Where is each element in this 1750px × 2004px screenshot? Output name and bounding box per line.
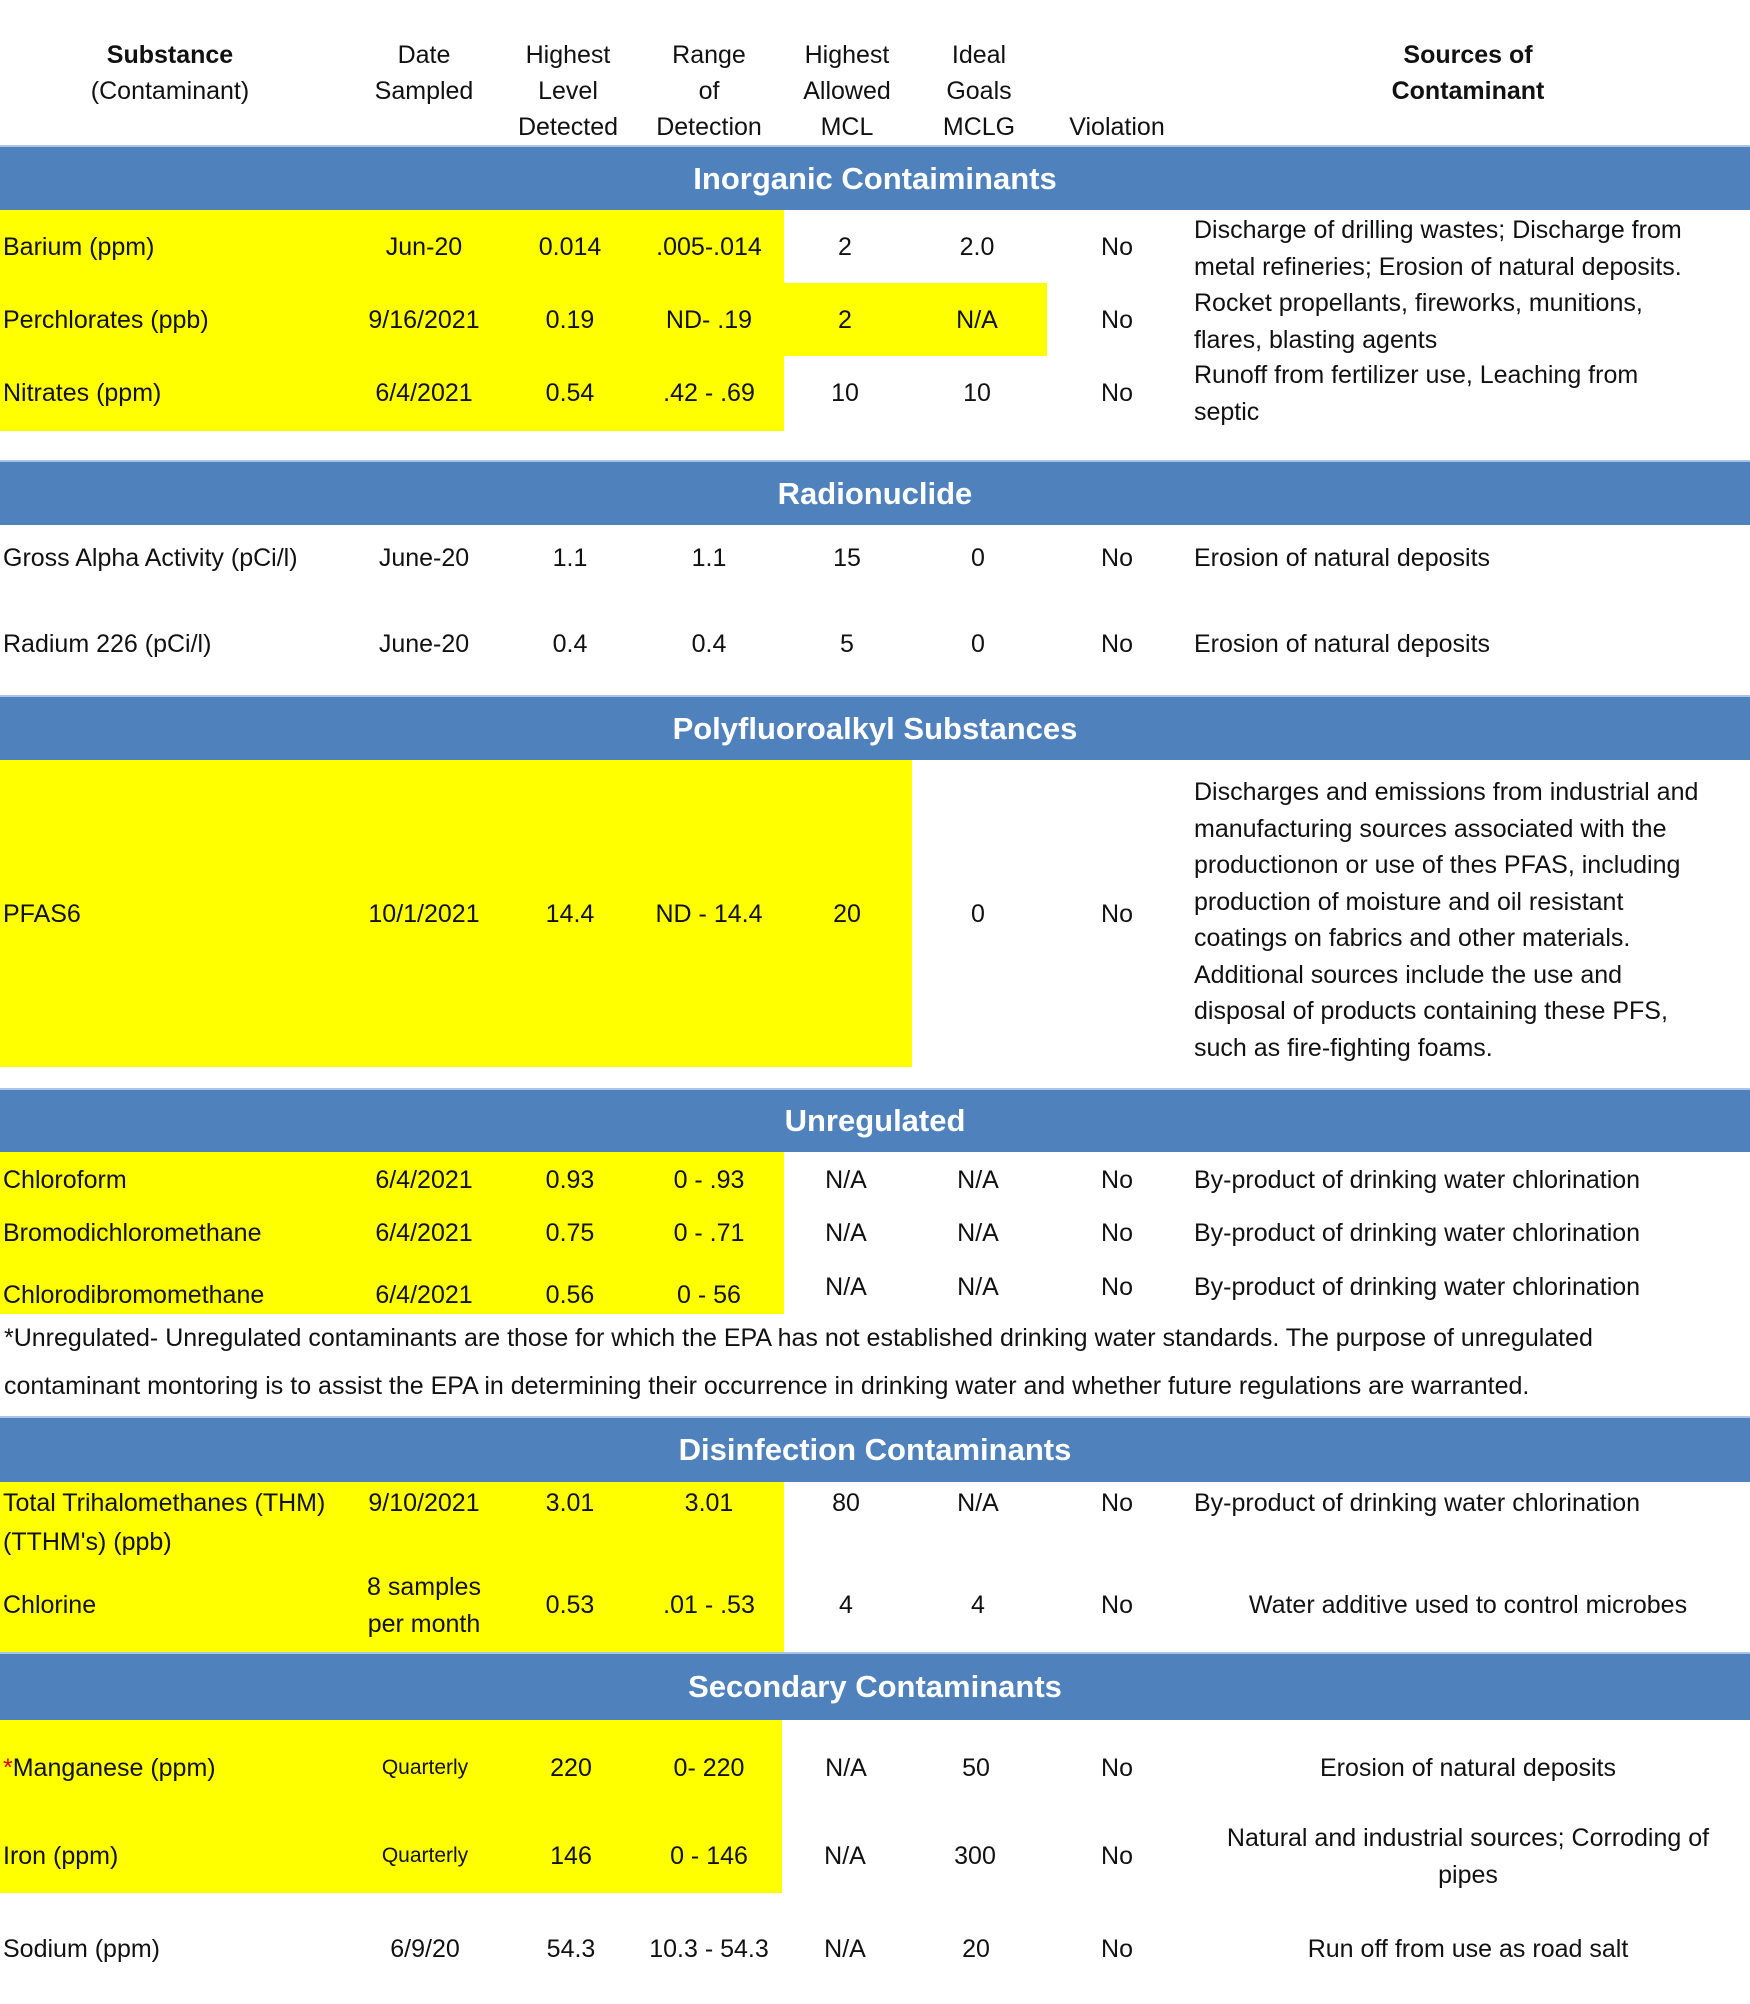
sources-line: productionon or use of thes PFAS, including [1194, 851, 1681, 879]
footnote-line: *Unregulated- Unregulated contaminants are those for which the EPA has not established drinking water standards. The purpose of unregulated [4, 1324, 1593, 1352]
cell-violation: No [1101, 1273, 1133, 1301]
cell-highest: 0.4 [552, 630, 588, 658]
sources-line: Additional sources include the use and [1194, 960, 1623, 989]
cell-sources: Erosion of natural deposits [1194, 630, 1491, 658]
cell-violation: No [1101, 900, 1133, 928]
header-mcl [803, 37, 891, 145]
cell-mcl: 80 [832, 1489, 860, 1517]
cell-highest: 0.93 [545, 1166, 595, 1194]
cell-violation: No [1101, 306, 1133, 334]
section-inorganic-header [0, 145, 1750, 210]
sources-line: such as fire-fighting foams. [1194, 1033, 1493, 1062]
cell-sources: By-product of drinking water chlorination [1194, 1166, 1641, 1194]
cell-mcl: 15 [833, 544, 861, 572]
sources-line: Rocket propellants, fireworks, munitions, [1194, 289, 1643, 317]
section-unregulated-header [0, 1088, 1750, 1152]
cell-violation: No [1101, 1591, 1133, 1619]
header-range [656, 37, 762, 145]
cell-violation: No [1101, 379, 1133, 407]
header-range-line3: Detection [656, 113, 762, 141]
sources-line: metal refineries; Erosion of natural deposits. [1194, 252, 1682, 281]
cell-date: 6/4/2021 [375, 379, 473, 407]
cell-range: .42 - .69 [663, 379, 755, 407]
cell-sources: Erosion of natural deposits [1319, 1754, 1617, 1782]
cell-sources [1194, 357, 1638, 430]
cell-violation: No [1101, 544, 1133, 572]
cell-sources [1227, 1820, 1709, 1893]
cell-range: 0 - 146 [670, 1842, 748, 1870]
section-secondary-title: Secondary Contaminants [688, 1669, 1062, 1704]
header-range-line1: Range [672, 41, 746, 69]
cell-mclg: 4 [971, 1591, 985, 1619]
substance-label: Manganese (ppm) [12, 1754, 216, 1782]
cell-mclg: N/A [957, 1489, 999, 1517]
cell-highest: 0.75 [545, 1219, 595, 1247]
cell-date: June-20 [378, 544, 470, 572]
asterisk-marker: * [3, 1754, 13, 1782]
cell-range: 0 - .93 [673, 1166, 745, 1194]
section-secondary-header [0, 1652, 1750, 1720]
cell-substance: Radium 226 (pCi/l) [3, 630, 212, 658]
cell-highest: 0.53 [545, 1591, 595, 1619]
cell-mclg: N/A [957, 1166, 999, 1194]
cell-date: Quarterly [381, 1756, 469, 1779]
cell-sources: By-product of drinking water chlorination [1194, 1219, 1641, 1247]
section-radionuclide-title: Radionuclide [777, 475, 973, 511]
cell-mcl: 10 [831, 379, 859, 407]
cell-mclg: N/A [957, 1273, 999, 1301]
cell-sources: Water additive used to control microbes [1248, 1591, 1688, 1619]
cell-date: Jun-20 [385, 233, 463, 261]
cell-mclg: 50 [962, 1754, 990, 1782]
cell-substance: PFAS6 [3, 900, 81, 928]
cell-mclg: 0 [971, 900, 985, 928]
cell-date [367, 1569, 481, 1642]
sources-line: pipes [1438, 1860, 1498, 1889]
cell-mclg: 0 [971, 544, 985, 572]
cell-mcl: N/A [825, 1273, 867, 1301]
header-date [375, 37, 474, 109]
header-highest-level [518, 37, 618, 145]
cell-mcl: N/A [824, 1842, 866, 1870]
cell-date: 9/10/2021 [368, 1489, 480, 1517]
header-substance-line2: (Contaminant) [90, 77, 250, 105]
cell-highest: 0.014 [538, 233, 602, 261]
cell-mclg: 20 [962, 1935, 990, 1963]
cell-sources: Erosion of natural deposits [1194, 544, 1491, 572]
cell-substance: Bromodichloromethane [3, 1219, 262, 1247]
section-disinfection-title: Disinfection Contaminants [678, 1432, 1072, 1467]
cell-mcl: N/A [825, 1754, 867, 1782]
substance-line: (TTHM's) (ppb) [3, 1527, 172, 1556]
cell-substance: Gross Alpha Activity (pCi/l) [3, 544, 298, 572]
cell-violation: No [1101, 1754, 1133, 1782]
sources-line: production of moisture and oil resistant [1194, 887, 1624, 916]
cell-highest: 0.56 [545, 1281, 595, 1309]
header-date-line1: Date [397, 41, 451, 69]
cell-violation: No [1101, 630, 1133, 658]
header-violation: Violation [1069, 113, 1165, 141]
cell-mclg: 2.0 [959, 233, 995, 261]
substance-line: Total Trihalomethanes (THM) [3, 1489, 326, 1517]
cell-range: ND - 14.4 [655, 900, 763, 928]
cell-sources: By-product of drinking water chlorination [1194, 1273, 1641, 1301]
cell-range: .01 - .53 [663, 1591, 755, 1619]
cell-mclg: N/A [957, 1219, 999, 1247]
cell-highest: 3.01 [545, 1489, 595, 1517]
section-radionuclide-header [0, 460, 1750, 525]
cell-date: 6/4/2021 [375, 1219, 473, 1247]
cell-range: 3.01 [684, 1489, 734, 1517]
sources-line: disposal of products containing these PFS, [1194, 997, 1668, 1025]
header-sources-line2: Contaminant [1391, 77, 1545, 105]
cell-substance: Sodium (ppm) [3, 1935, 160, 1963]
cell-highest: 146 [550, 1842, 592, 1870]
cell-violation: No [1101, 1842, 1133, 1870]
cell-date: 6/4/2021 [375, 1281, 473, 1309]
section-pfas-title: Polyfluoroalkyl Substances [672, 710, 1078, 746]
cell-mcl: N/A [825, 1219, 867, 1247]
section-pfas-header [0, 695, 1750, 760]
header-highest-line3: Detected [517, 113, 619, 141]
cell-substance: Barium (ppm) [3, 233, 155, 261]
sources-line: coatings on fabrics and other materials. [1194, 924, 1631, 952]
cell-substance: Chlorodibromomethane [3, 1281, 265, 1309]
sources-line: manufacturing sources associated with the [1194, 814, 1667, 843]
cell-substance: Chlorine [3, 1591, 97, 1619]
section-inorganic-title: Inorganic Contaiminants [693, 160, 1057, 196]
cell-substance [3, 1750, 216, 1786]
header-mcl-line1: Highest [804, 41, 890, 69]
header-substance [91, 37, 249, 109]
cell-substance: Chloroform [3, 1166, 127, 1194]
header-mclg-line3: MCLG [942, 113, 1016, 141]
cell-substance: Iron (ppm) [3, 1842, 119, 1870]
sources-line: flares, blasting agents [1194, 325, 1438, 354]
cell-date: 6/9/20 [390, 1935, 460, 1963]
cell-mclg: 0 [971, 630, 985, 658]
cell-violation: No [1101, 1219, 1133, 1247]
header-substance-line1: Substance [106, 41, 234, 69]
cell-range: 0.4 [691, 630, 727, 658]
cell-date: 6/4/2021 [375, 1166, 473, 1194]
cell-mcl: N/A [825, 1166, 867, 1194]
cell-highest: 14.4 [545, 900, 595, 928]
cell-mcl: 2 [838, 233, 852, 261]
cell-mclg: N/A [956, 306, 998, 334]
cell-substance: Perchlorates (ppb) [3, 306, 209, 334]
cell-highest: 220 [550, 1754, 592, 1782]
header-date-line2: Sampled [374, 77, 474, 105]
cell-violation: No [1101, 1489, 1133, 1517]
cell-sources: Run off from use as road salt [1307, 1935, 1629, 1963]
cell-mcl: 5 [840, 630, 854, 658]
cell-highest: 54.3 [546, 1935, 596, 1963]
cell-highest: 0.54 [545, 379, 595, 407]
cell-substance [3, 1485, 325, 1560]
cell-mcl: N/A [824, 1935, 866, 1963]
sources-line: Natural and industrial sources; Corroding of [1226, 1824, 1710, 1852]
cell-range: 0- 220 [673, 1754, 745, 1782]
header-mcl-line2: Allowed [803, 77, 891, 105]
header-mclg-line1: Ideal [951, 41, 1007, 69]
header-mclg-line2: Goals [946, 77, 1012, 105]
cell-violation: No [1101, 233, 1133, 261]
cell-date: Quarterly [381, 1844, 469, 1867]
sources-line: Runoff from fertilizer use, Leaching from [1194, 361, 1639, 389]
section-unregulated-title: Unregulated [784, 1103, 966, 1138]
cell-violation: No [1101, 1166, 1133, 1194]
cell-sources [1194, 774, 1698, 1066]
cell-highest: 0.19 [545, 306, 595, 334]
cell-mclg: 10 [963, 379, 991, 407]
cell-sources: By-product of drinking water chlorination [1194, 1489, 1641, 1517]
cell-mclg: 300 [954, 1842, 996, 1870]
cell-substance: Nitrates (ppm) [3, 379, 162, 407]
header-range-line2: of [698, 77, 720, 105]
header-highest-line2: Level [538, 77, 598, 105]
date-line: 8 samples [367, 1573, 481, 1601]
cell-date: June-20 [378, 630, 470, 658]
cell-date: 9/16/2021 [368, 306, 480, 334]
cell-violation: No [1101, 1935, 1133, 1963]
header-mclg [943, 37, 1015, 145]
sources-line: septic [1194, 397, 1260, 426]
cell-highest: 1.1 [552, 544, 588, 572]
header-highest-line1: Highest [525, 41, 611, 69]
cell-range: .005-.014 [656, 233, 762, 261]
cell-range: 0 - 56 [677, 1281, 741, 1309]
header-sources-line1: Sources of [1403, 41, 1533, 69]
cell-mcl: 20 [833, 900, 861, 928]
header-sources [1392, 37, 1545, 109]
cell-range: 0 - .71 [673, 1219, 745, 1247]
cell-date: 10/1/2021 [368, 900, 480, 928]
cell-range: 10.3 - 54.3 [649, 1935, 769, 1963]
cell-mcl: 2 [838, 306, 852, 334]
sources-line: Discharges and emissions from industrial and [1194, 778, 1699, 806]
cell-mcl: 4 [839, 1591, 853, 1619]
cell-range: 1.1 [691, 544, 727, 572]
cell-range: ND- .19 [665, 306, 753, 334]
date-line: per month [367, 1609, 481, 1638]
footnote-line: contaminant montoring is to assist the EPA in determining their occurrence in drinking water and whether future regulations are warranted. [4, 1372, 1530, 1400]
sources-line: Discharge of drilling wastes; Discharge from [1194, 216, 1682, 244]
cell-sources [1194, 285, 1643, 358]
header-mcl-line3: MCL [820, 113, 874, 141]
section-disinfection-header [0, 1416, 1750, 1482]
cell-sources [1194, 212, 1682, 285]
